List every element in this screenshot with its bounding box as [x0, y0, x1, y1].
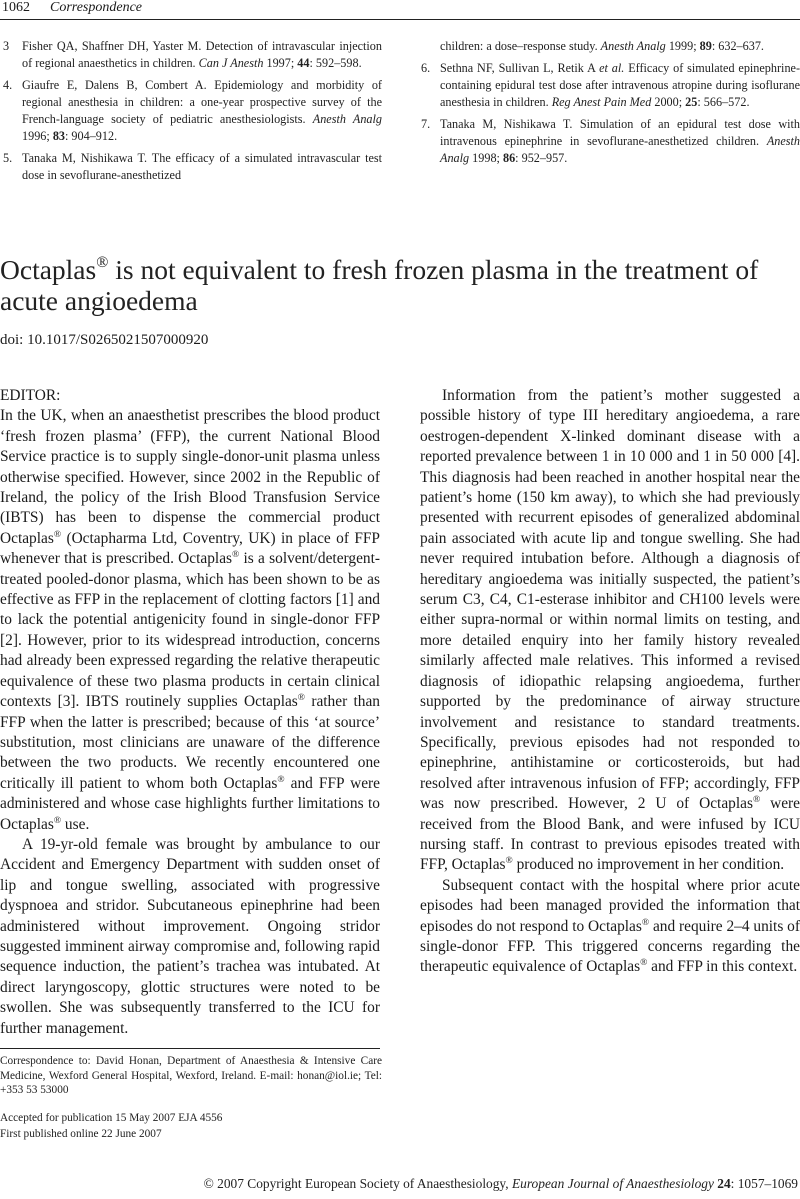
section-name: Correspondence: [50, 0, 143, 15]
reference-list-right: [418, 38, 800, 172]
published-note: First published online 22 June 2007: [0, 1128, 162, 1140]
running-header: [0, 0, 800, 22]
article-title: Octaplas® is not equivalent to fresh frozen plasma in the treatment of acute angioedema: [0, 254, 759, 316]
copyright-footer: © 2007 Copyright European Society of Anaesthesiology, European Journal of Anaesthesiology 24: 1057–1069: [203, 1176, 798, 1191]
header-rule: [0, 19, 800, 20]
paragraph: Information from the patient’s mother suggested a possible history of type III hereditary angioedema, a rare oestrogen-dependent X-linked dominant disease with a reported prevalence between 1 in 10 000 and 1 in 50 000 [4]. This diagnosis had been reached in another hospital near the patient’s home (150 km away), to which she had previously presented with recurrent episodes of generalized abdominal pain associated with acute lip and tongue swelling. She had never required intubation before. Although a diagnosis of hereditary angioedema was initially suspected, the patient’s serum C3, C4, C1-esterase inhibitor and CH100 levels were either supra-normal or within normal limits on testing, and more detailed enquiry into her family history revealed similarly affected male relatives. This informed a revised diagnosis of idiopathic relapsing angioedema, further supported by the predominance of airway structure involvement and resistance to standard treatments. Specifically, previous episodes had not responded to epinephrine, antihistamine or corticosteroids, but had resolved after intravenous infusion of FFP; accordingly, FFP was now prescribed. However, 2 U of Octaplas® were received from the Blood Bank, and were infused by ICU nursing staff. In contrast to previous episodes treated with FFP, Octaplas® produced no improvement in her condition.: [420, 387, 800, 874]
body-column-right: [420, 386, 800, 978]
reference-item: 6. Sethna NF, Sullivan L, Retik A et al. Efficacy of simulated epinephrine-containing epidural test dose after intravenous atropine during isoflurane anesthesia in children. Reg Anest Pain Med 2000; 25: 566–572.: [421, 61, 800, 109]
salutation: EDITOR:: [0, 387, 61, 404]
reference-item: children: a dose–response study. Anesth Analg 1999; 89: 632–637.: [440, 39, 764, 53]
correspondence-note: Correspondence to: David Honan, Department of Anaesthesia & Intensive Care Medicine, Wexford General Hospital, Wexford, Ireland. E-mail: honan@iol.ie; Tel: +353 53 53000: [0, 1055, 382, 1097]
reference-item: 5. Tanaka M, Nishikawa T. The efficacy of a simulated intravascular test dose in sevoflurane-anesthetized: [3, 151, 382, 182]
page-number: 1062: [2, 0, 30, 15]
reference-item: 4. Giaufre E, Dalens B, Combert A. Epidemiology and morbidity of regional anesthesia in children: a one-year prospective survey of the French-language society of pediatric anesthesiologists. Anesth Analg 1996; 83: 904–912.: [3, 78, 383, 143]
paragraph: A 19-yr-old female was brought by ambulance to our Accident and Emergency Department with sudden onset of lip and tongue swelling, associated with progressive dyspnoea and stridor. Subcutaneous epinephrine had been administered without improvement. Ongoing stridor suggested imminent airway compromise and, following rapid sequence induction, the patient’s trachea was intubated. At direct laryngoscopy, glottic structures were noted to be swollen. She was subsequently transferred to the ICU for further management.: [0, 835, 380, 1037]
reference-item: 3 Fisher QA, Shaffner DH, Yaster M. Detection of intravascular injection of regional anaesthetics in children. Can J Anesth 1997; 44: 592–598.: [3, 39, 382, 70]
body-column-left: [0, 386, 380, 1039]
doi: doi: 10.1017/S0265021507000920: [0, 332, 209, 348]
reference-item: 7. Tanaka M, Nishikawa T. Simulation of an epidural test dose with intravenous epinephrine in sevoflurane-anesthetized children. Anesth Analg 1998; 86: 952–957.: [421, 117, 800, 165]
footnote-rule: [0, 1048, 380, 1049]
reference-list-left: [0, 38, 382, 189]
paragraph: In the UK, when an anaesthetist prescribes the blood product ‘fresh frozen plasma’ (FFP), the current National Blood Service practice is to supply single-donor-unit plasma unless otherwise specified. However, since 2002 in the Republic of Ireland, the policy of the Irish Blood Transfusion Service (IBTS) has been to dispense the commercial product Octaplas® (Octapharma Ltd, Coventry, UK) in place of FFP whenever that is prescribed. Octaplas® is a solvent/detergent-treated pooled-donor plasma, which has been shown to be as effective as FFP in the replacement of clotting factors [1] and to lack the potential antigenicity found in single-donor FFP [2]. However, prior to its widespread introduction, concerns had already been expressed regarding the relative therapeutic equivalence of these two plasma products in certain clinical contexts [3]. IBTS routinely supplies Octaplas® rather than FFP when the latter is prescribed; because of this ‘at source’ substitution, most clinicians are unaware of the difference between the two products. We recently encountered one critically ill patient to whom both Octaplas® and FFP were administered and whose case highlights further limitations to Octaplas® use.: [0, 407, 380, 833]
accepted-note: Accepted for publication 15 May 2007 EJA 4556: [0, 1112, 223, 1124]
paragraph: Subsequent contact with the hospital where prior acute episodes had been managed provided the information that episodes do not respond to Octaplas® and require 2–4 units of single-donor FFP. This triggered concerns regarding the therapeutic equivalence of Octaplas® and FFP in this context.: [420, 876, 800, 976]
